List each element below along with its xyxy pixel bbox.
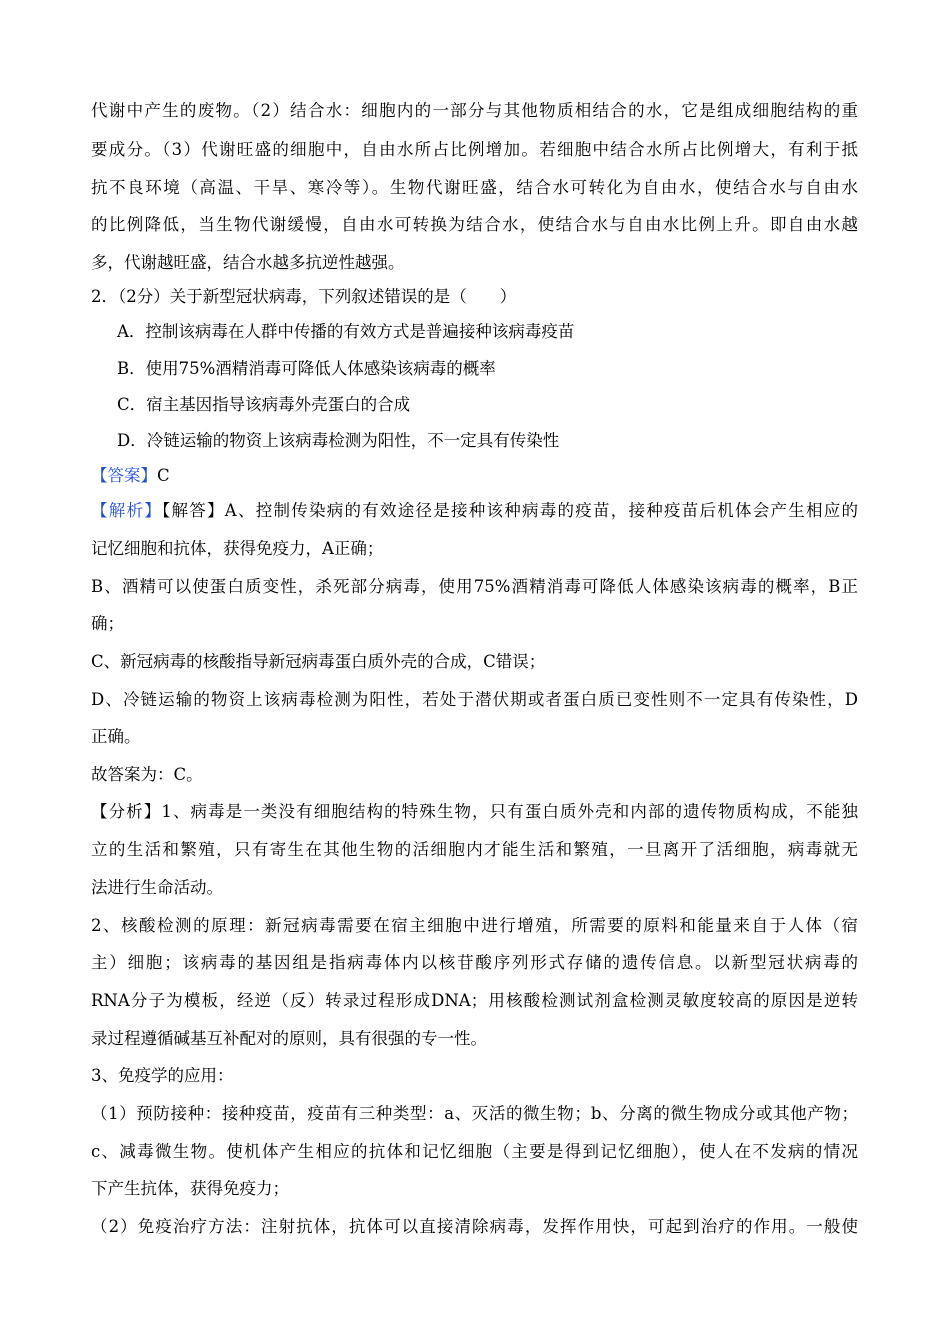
answer-value: C xyxy=(157,466,170,485)
paragraph-line: 多，代谢越旺盛，结合水越多抗逆性越强。 xyxy=(91,253,405,272)
answer-tag: 【答案】 xyxy=(91,466,157,485)
paragraph-line: 要成分。（3）代谢旺盛的细胞中，自由水所占比例增加。若细胞中结合水所占比例增大，有利于抵 xyxy=(91,140,858,159)
paragraph-line: 抗不良环境（高温、干旱、寒冷等）。生物代谢旺盛，结合水可转化为自由水，使结合水与自由水 xyxy=(91,178,858,197)
analysis-line: 3、免疫学的应用： xyxy=(91,1066,234,1085)
analysis-line: 2、核酸检测的原理：新冠病毒需要在宿主细胞中进行增殖，所需要的原料和能量来自于人体（宿 xyxy=(91,916,858,935)
analysis-line: 正确。 xyxy=(91,727,141,746)
analysis-line: 确； xyxy=(91,614,124,633)
analysis-line: 立的生活和繁殖，只有寄生在其他生物的活细胞内才能生活和繁殖，一旦离开了活细胞，病毒就无 xyxy=(91,840,858,859)
analysis-line: （1）预防接种：接种疫苗，疫苗有三种类型：a、灭活的微生物；b、分离的微生物成分或其他产物； xyxy=(91,1104,858,1123)
paragraph-line: 的比例降低，当生物代谢缓慢，自由水可转换为结合水，使结合水与自由水比例上升。即自由水越 xyxy=(91,215,858,234)
analysis-line: c、减毒微生物。使机体产生相应的抗体和记忆细胞（主要是得到记忆细胞），使人在不发病的情况 xyxy=(91,1142,858,1161)
analysis-line: 法进行生命活动。 xyxy=(91,878,223,897)
analysis-first-line-text: 【解答】A、控制传染病的有效途径是接种该种病毒的疫苗，接种疫苗后机体会产生相应的 xyxy=(162,501,859,520)
analysis-line: 记忆细胞和抗体，获得免疫力，A正确； xyxy=(91,539,384,558)
analysis-line: 故答案为：C。 xyxy=(91,765,203,784)
option-d: D．冷链运输的物资上该病毒检测为阳性，不一定具有传染性 xyxy=(117,431,560,450)
option-c: C．宿主基因指导该病毒外壳蛋白的合成 xyxy=(117,395,411,414)
analysis-line: 下产生抗体，获得免疫力； xyxy=(91,1179,289,1198)
analysis-line: C、新冠病毒的核酸指导新冠病毒蛋白质外壳的合成，C错误； xyxy=(91,652,546,671)
option-a: A．控制该病毒在人群中传播的有效方式是普遍接种该病毒疫苗 xyxy=(117,322,575,341)
analysis-line: 【分析】1、病毒是一类没有细胞结构的特殊生物，只有蛋白质外壳和内部的遗传物质构成，不能独 xyxy=(91,802,858,821)
analysis-line: 主）细胞；该病毒的基因组是指病毒体内以核苷酸序列形式存储的遗传信息。以新型冠状病毒的 xyxy=(91,953,858,972)
analysis-line: D、冷链运输的物资上该病毒检测为阳性，若处于潜伏期或者蛋白质已变性则不一定具有传染性，D xyxy=(91,690,858,709)
option-b: B．使用75%酒精消毒可降低人体感染该病毒的概率 xyxy=(117,359,496,378)
answer-line xyxy=(91,464,858,488)
analysis-line: （2）免疫治疗方法：注射抗体，抗体可以直接清除病毒，发挥作用快，可起到治疗的作用。一般使 xyxy=(91,1217,858,1236)
paragraph-line: 代谢中产生的废物。（2）结合水：细胞内的一部分与其他物质相结合的水，它是组成细胞结构的重 xyxy=(91,101,858,120)
question-stem: 2．（2分）关于新型冠状病毒，下列叙述错误的是（ ） xyxy=(91,287,517,306)
analysis-line: 录过程遵循碱基互补配对的原则，具有很强的专一性。 xyxy=(91,1029,487,1048)
analysis-line: RNA分子为模板，经逆（反）转录过程形成DNA；用核酸检测试剂盒检测灵敏度较高的原因是逆转 xyxy=(91,991,858,1010)
analysis-line: B、酒精可以使蛋白质变性，杀死部分病毒，使用75%酒精消毒可降低人体感染该病毒的概率，B正 xyxy=(91,577,858,596)
analysis-tag: 【解析】 xyxy=(91,501,163,520)
analysis-first-line xyxy=(91,499,858,523)
